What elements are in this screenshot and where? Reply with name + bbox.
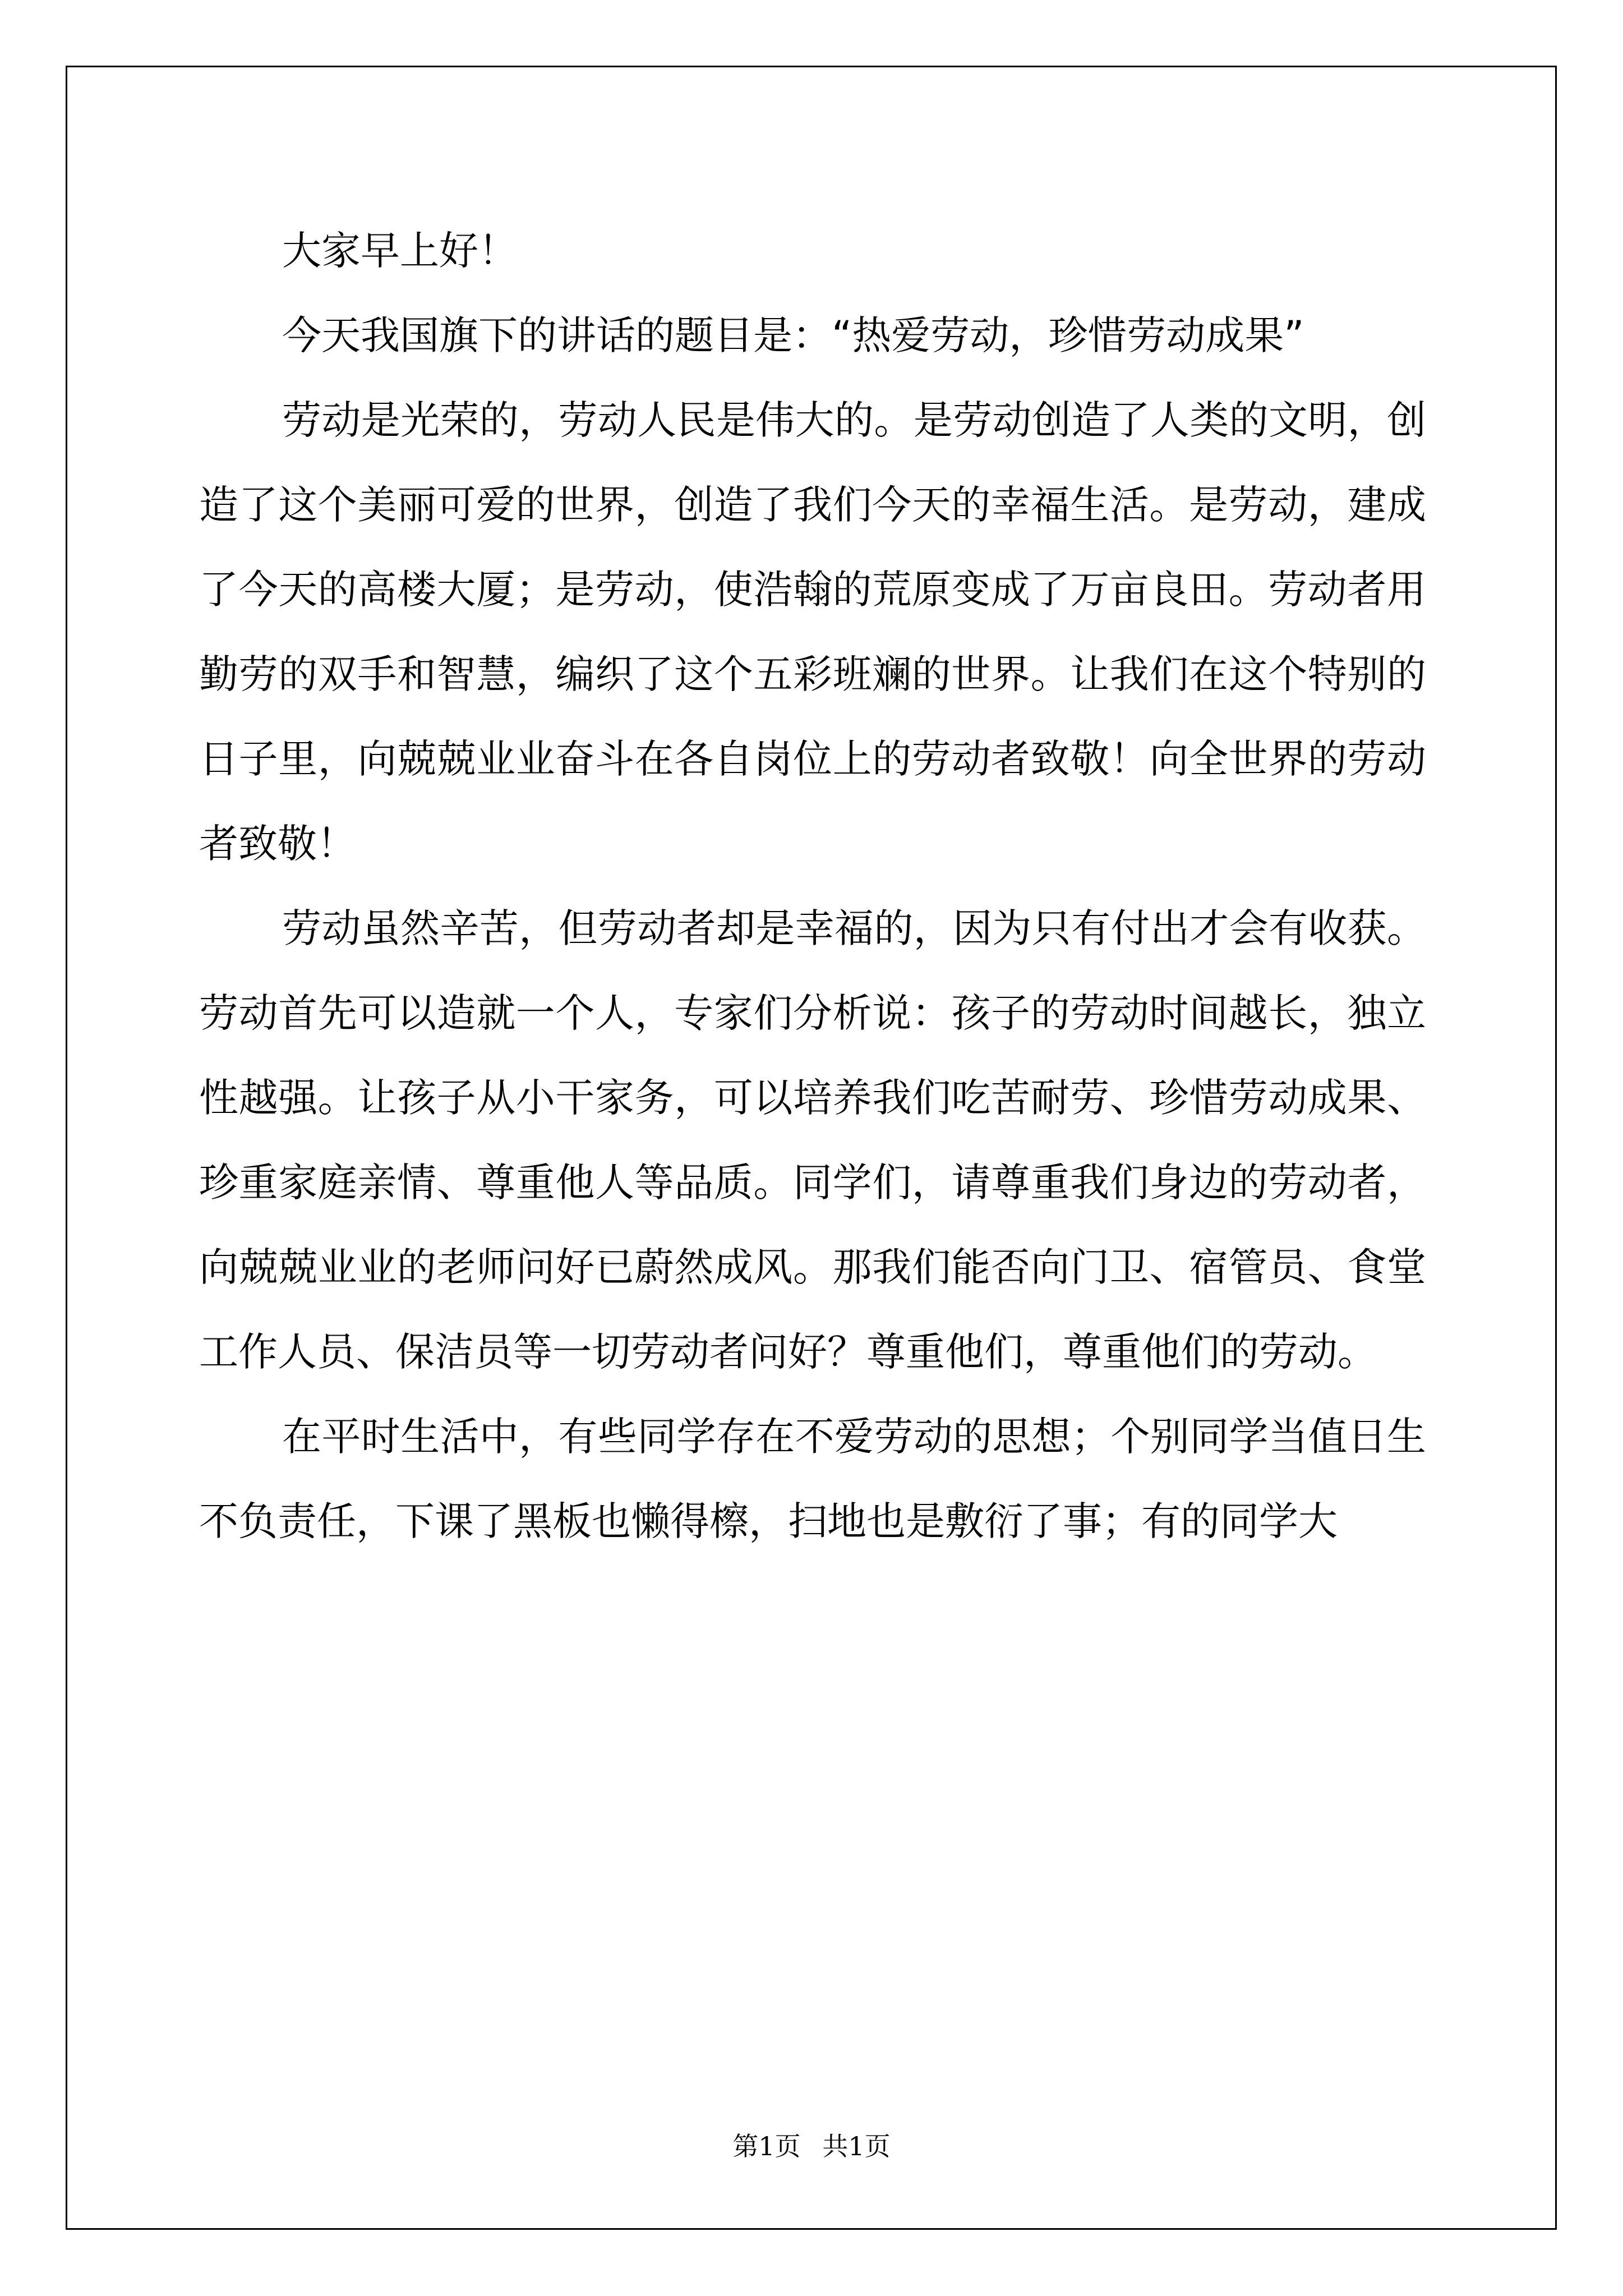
paragraph-labor-glory: 劳动是光荣的，劳动人民是伟大的。是劳动创造了人类的文明，创造了这个美丽可爱的世界，创造了我们今天的幸福生活。是劳动，建成了今天的高楼大厦；是劳动，使浩翰的荒原变成了万亩良田。劳动者用勤劳的双手和智慧，编织了这个五彩班斓的世界。让我们在这个特别的日子里，向兢兢业业奋斗在各自岗位上的劳动者致敬！向全世界的劳动者致敬！ (199, 397, 1426, 867)
page-number-current: 第1页 (732, 2131, 801, 2161)
page-number-total: 共1页 (822, 2131, 891, 2161)
document-body (199, 209, 1426, 1564)
paragraph-topic: 今天我国旗下的讲话的题目是：“热爱劳动，珍惜劳动成果” (282, 312, 1304, 358)
greeting: 大家早上好！ (282, 228, 518, 274)
paragraph-labor-happiness: 劳动虽然辛苦，但劳动者却是幸福的，因为只有付出才会有收获。劳动首先可以造就一个人，专家们分析说：孩子的劳动时间越长，独立性越强。让孩子从小干家务，可以培养我们吃苦耐劳、珍惜劳动成果、珍重家庭亲情、尊重他人等品质。同学们，请尊重我们身边的劳动者，向兢兢业业的老师问好已蔚然成风。那我们能否向门卫、宿管员、食堂工作人员、保洁员等一切劳动者问好？尊重他们，尊重他们的劳动。 (199, 905, 1426, 1375)
page-footer (0, 2126, 1623, 2163)
paragraph-daily-life: 在平时生活中，有些同学存在不爱劳动的思想；个别同学当值日生不负责任，下课了黑板也懒得檫，扫地也是敷衍了事；有的同学大 (199, 1414, 1426, 1544)
